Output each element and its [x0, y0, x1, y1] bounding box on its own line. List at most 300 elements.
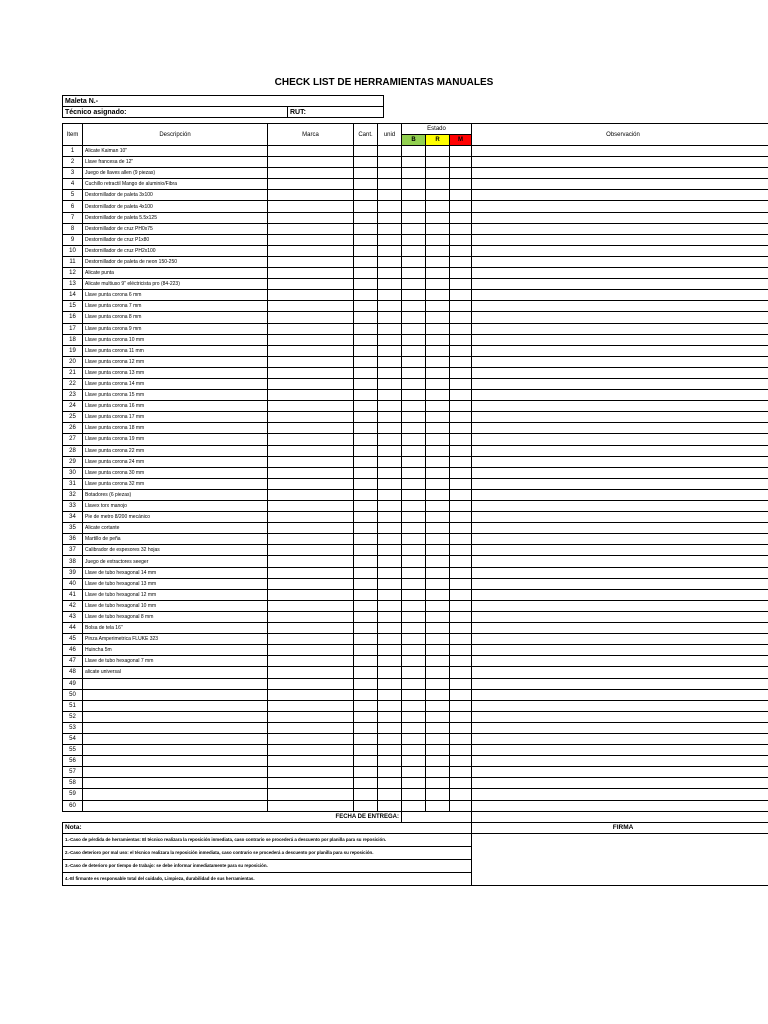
observacion-cell[interactable] — [472, 722, 768, 733]
estado-r-check[interactable] — [426, 667, 450, 678]
estado-b-check[interactable] — [402, 678, 426, 689]
estado-r-check[interactable] — [426, 678, 450, 689]
unid-cell[interactable] — [378, 456, 402, 467]
unid-cell[interactable] — [378, 611, 402, 622]
marca-cell[interactable] — [268, 501, 354, 512]
observacion-cell[interactable] — [472, 578, 768, 589]
unid-cell[interactable] — [378, 656, 402, 667]
observacion-cell[interactable] — [472, 733, 768, 744]
observacion-cell[interactable] — [472, 279, 768, 290]
observacion-cell[interactable] — [472, 800, 768, 811]
marca-cell[interactable] — [268, 367, 354, 378]
cant-cell[interactable] — [354, 501, 378, 512]
estado-r-check[interactable] — [426, 534, 450, 545]
estado-b-check[interactable] — [402, 378, 426, 389]
fecha-entrega-field[interactable] — [402, 811, 472, 822]
estado-r-check[interactable] — [426, 634, 450, 645]
estado-b-check[interactable] — [402, 456, 426, 467]
unid-cell[interactable] — [378, 512, 402, 523]
observacion-cell[interactable] — [472, 401, 768, 412]
unid-cell[interactable] — [378, 412, 402, 423]
estado-r-check[interactable] — [426, 234, 450, 245]
estado-m-check[interactable] — [450, 412, 472, 423]
estado-r-check[interactable] — [426, 478, 450, 489]
marca-cell[interactable] — [268, 645, 354, 656]
marca-cell[interactable] — [268, 323, 354, 334]
estado-r-check[interactable] — [426, 489, 450, 500]
estado-m-check[interactable] — [450, 634, 472, 645]
marca-cell[interactable] — [268, 312, 354, 323]
observacion-cell[interactable] — [472, 367, 768, 378]
observacion-cell[interactable] — [472, 756, 768, 767]
marca-cell[interactable] — [268, 146, 354, 157]
observacion-cell[interactable] — [472, 212, 768, 223]
cant-cell[interactable] — [354, 356, 378, 367]
marca-cell[interactable] — [268, 733, 354, 744]
marca-cell[interactable] — [268, 567, 354, 578]
estado-m-check[interactable] — [450, 146, 472, 157]
estado-m-check[interactable] — [450, 656, 472, 667]
estado-b-check[interactable] — [402, 412, 426, 423]
cant-cell[interactable] — [354, 722, 378, 733]
estado-r-check[interactable] — [426, 589, 450, 600]
marca-cell[interactable] — [268, 290, 354, 301]
observacion-cell[interactable] — [472, 445, 768, 456]
estado-r-check[interactable] — [426, 645, 450, 656]
unid-cell[interactable] — [378, 600, 402, 611]
estado-b-check[interactable] — [402, 290, 426, 301]
estado-m-check[interactable] — [450, 623, 472, 634]
estado-b-check[interactable] — [402, 745, 426, 756]
cant-cell[interactable] — [354, 345, 378, 356]
observacion-cell[interactable] — [472, 190, 768, 201]
cant-cell[interactable] — [354, 401, 378, 412]
observacion-cell[interactable] — [472, 245, 768, 256]
estado-m-check[interactable] — [450, 378, 472, 389]
unid-cell[interactable] — [378, 301, 402, 312]
marca-cell[interactable] — [268, 623, 354, 634]
marca-cell[interactable] — [268, 634, 354, 645]
observacion-cell[interactable] — [472, 223, 768, 234]
estado-r-check[interactable] — [426, 301, 450, 312]
cant-cell[interactable] — [354, 678, 378, 689]
observacion-cell[interactable] — [472, 412, 768, 423]
marca-cell[interactable] — [268, 678, 354, 689]
marca-cell[interactable] — [268, 789, 354, 800]
estado-r-check[interactable] — [426, 378, 450, 389]
estado-r-check[interactable] — [426, 412, 450, 423]
marca-cell[interactable] — [268, 168, 354, 179]
estado-r-check[interactable] — [426, 722, 450, 733]
estado-m-check[interactable] — [450, 423, 472, 434]
unid-cell[interactable] — [378, 401, 402, 412]
estado-b-check[interactable] — [402, 390, 426, 401]
estado-m-check[interactable] — [450, 789, 472, 800]
estado-r-check[interactable] — [426, 345, 450, 356]
marca-cell[interactable] — [268, 711, 354, 722]
marca-cell[interactable] — [268, 589, 354, 600]
estado-b-check[interactable] — [402, 489, 426, 500]
observacion-cell[interactable] — [472, 378, 768, 389]
unid-cell[interactable] — [378, 245, 402, 256]
unid-cell[interactable] — [378, 146, 402, 157]
estado-m-check[interactable] — [450, 667, 472, 678]
observacion-cell[interactable] — [472, 745, 768, 756]
unid-cell[interactable] — [378, 467, 402, 478]
estado-r-check[interactable] — [426, 733, 450, 744]
cant-cell[interactable] — [354, 378, 378, 389]
estado-m-check[interactable] — [450, 467, 472, 478]
estado-r-check[interactable] — [426, 279, 450, 290]
estado-b-check[interactable] — [402, 146, 426, 157]
unid-cell[interactable] — [378, 168, 402, 179]
estado-m-check[interactable] — [450, 756, 472, 767]
estado-r-check[interactable] — [426, 456, 450, 467]
estado-b-check[interactable] — [402, 545, 426, 556]
estado-m-check[interactable] — [450, 179, 472, 190]
estado-m-check[interactable] — [450, 168, 472, 179]
estado-r-check[interactable] — [426, 423, 450, 434]
observacion-cell[interactable] — [472, 234, 768, 245]
estado-r-check[interactable] — [426, 800, 450, 811]
cant-cell[interactable] — [354, 157, 378, 168]
cant-cell[interactable] — [354, 168, 378, 179]
estado-b-check[interactable] — [402, 700, 426, 711]
estado-m-check[interactable] — [450, 290, 472, 301]
estado-m-check[interactable] — [450, 190, 472, 201]
estado-m-check[interactable] — [450, 534, 472, 545]
estado-m-check[interactable] — [450, 733, 472, 744]
estado-r-check[interactable] — [426, 190, 450, 201]
estado-b-check[interactable] — [402, 567, 426, 578]
observacion-cell[interactable] — [472, 478, 768, 489]
unid-cell[interactable] — [378, 589, 402, 600]
observacion-cell[interactable] — [472, 645, 768, 656]
cant-cell[interactable] — [354, 146, 378, 157]
estado-b-check[interactable] — [402, 190, 426, 201]
marca-cell[interactable] — [268, 656, 354, 667]
cant-cell[interactable] — [354, 412, 378, 423]
estado-r-check[interactable] — [426, 223, 450, 234]
estado-m-check[interactable] — [450, 234, 472, 245]
estado-m-check[interactable] — [450, 256, 472, 267]
marca-cell[interactable] — [268, 390, 354, 401]
estado-r-check[interactable] — [426, 467, 450, 478]
estado-b-check[interactable] — [402, 478, 426, 489]
unid-cell[interactable] — [378, 789, 402, 800]
unid-cell[interactable] — [378, 234, 402, 245]
marca-cell[interactable] — [268, 334, 354, 345]
unid-cell[interactable] — [378, 256, 402, 267]
estado-m-check[interactable] — [450, 401, 472, 412]
unid-cell[interactable] — [378, 722, 402, 733]
cant-cell[interactable] — [354, 423, 378, 434]
estado-b-check[interactable] — [402, 423, 426, 434]
marca-cell[interactable] — [268, 268, 354, 279]
marca-cell[interactable] — [268, 456, 354, 467]
observacion-cell[interactable] — [472, 423, 768, 434]
cant-cell[interactable] — [354, 445, 378, 456]
estado-b-check[interactable] — [402, 434, 426, 445]
unid-cell[interactable] — [378, 434, 402, 445]
marca-cell[interactable] — [268, 412, 354, 423]
observacion-cell[interactable] — [472, 356, 768, 367]
observacion-cell[interactable] — [472, 256, 768, 267]
estado-b-check[interactable] — [402, 279, 426, 290]
estado-b-check[interactable] — [402, 312, 426, 323]
cant-cell[interactable] — [354, 512, 378, 523]
marca-cell[interactable] — [268, 512, 354, 523]
estado-m-check[interactable] — [450, 611, 472, 622]
unid-cell[interactable] — [378, 523, 402, 534]
observacion-cell[interactable] — [472, 512, 768, 523]
unid-cell[interactable] — [378, 367, 402, 378]
estado-b-check[interactable] — [402, 756, 426, 767]
estado-m-check[interactable] — [450, 201, 472, 212]
estado-b-check[interactable] — [402, 656, 426, 667]
estado-r-check[interactable] — [426, 312, 450, 323]
observacion-cell[interactable] — [472, 467, 768, 478]
cant-cell[interactable] — [354, 634, 378, 645]
estado-m-check[interactable] — [450, 157, 472, 168]
unid-cell[interactable] — [378, 733, 402, 744]
marca-cell[interactable] — [268, 689, 354, 700]
estado-b-check[interactable] — [402, 733, 426, 744]
marca-cell[interactable] — [268, 434, 354, 445]
cant-cell[interactable] — [354, 268, 378, 279]
marca-cell[interactable] — [268, 356, 354, 367]
observacion-cell[interactable] — [472, 611, 768, 622]
estado-m-check[interactable] — [450, 689, 472, 700]
marca-cell[interactable] — [268, 523, 354, 534]
observacion-cell[interactable] — [472, 556, 768, 567]
marca-cell[interactable] — [268, 223, 354, 234]
observacion-cell[interactable] — [472, 268, 768, 279]
estado-r-check[interactable] — [426, 201, 450, 212]
estado-r-check[interactable] — [426, 556, 450, 567]
estado-m-check[interactable] — [450, 356, 472, 367]
cant-cell[interactable] — [354, 789, 378, 800]
observacion-cell[interactable] — [472, 700, 768, 711]
estado-b-check[interactable] — [402, 645, 426, 656]
cant-cell[interactable] — [354, 301, 378, 312]
estado-r-check[interactable] — [426, 445, 450, 456]
estado-b-check[interactable] — [402, 201, 426, 212]
marca-cell[interactable] — [268, 423, 354, 434]
estado-r-check[interactable] — [426, 390, 450, 401]
observacion-cell[interactable] — [472, 623, 768, 634]
estado-r-check[interactable] — [426, 578, 450, 589]
observacion-cell[interactable] — [472, 767, 768, 778]
estado-m-check[interactable] — [450, 301, 472, 312]
estado-b-check[interactable] — [402, 367, 426, 378]
cant-cell[interactable] — [354, 245, 378, 256]
observacion-cell[interactable] — [472, 656, 768, 667]
cant-cell[interactable] — [354, 489, 378, 500]
unid-cell[interactable] — [378, 556, 402, 567]
cant-cell[interactable] — [354, 778, 378, 789]
marca-cell[interactable] — [268, 700, 354, 711]
unid-cell[interactable] — [378, 645, 402, 656]
cant-cell[interactable] — [354, 689, 378, 700]
observacion-cell[interactable] — [472, 545, 768, 556]
estado-r-check[interactable] — [426, 268, 450, 279]
estado-m-check[interactable] — [450, 523, 472, 534]
cant-cell[interactable] — [354, 611, 378, 622]
estado-m-check[interactable] — [450, 512, 472, 523]
estado-m-check[interactable] — [450, 456, 472, 467]
marca-cell[interactable] — [268, 800, 354, 811]
cant-cell[interactable] — [354, 467, 378, 478]
marca-cell[interactable] — [268, 378, 354, 389]
unid-cell[interactable] — [378, 567, 402, 578]
unid-cell[interactable] — [378, 223, 402, 234]
cant-cell[interactable] — [354, 434, 378, 445]
observacion-cell[interactable] — [472, 290, 768, 301]
cant-cell[interactable] — [354, 756, 378, 767]
marca-cell[interactable] — [268, 179, 354, 190]
estado-m-check[interactable] — [450, 212, 472, 223]
unid-cell[interactable] — [378, 268, 402, 279]
cant-cell[interactable] — [354, 645, 378, 656]
estado-b-check[interactable] — [402, 334, 426, 345]
estado-r-check[interactable] — [426, 157, 450, 168]
estado-b-check[interactable] — [402, 767, 426, 778]
estado-m-check[interactable] — [450, 268, 472, 279]
estado-r-check[interactable] — [426, 434, 450, 445]
estado-m-check[interactable] — [450, 312, 472, 323]
estado-m-check[interactable] — [450, 767, 472, 778]
unid-cell[interactable] — [378, 290, 402, 301]
cant-cell[interactable] — [354, 223, 378, 234]
estado-b-check[interactable] — [402, 345, 426, 356]
estado-r-check[interactable] — [426, 401, 450, 412]
estado-m-check[interactable] — [450, 367, 472, 378]
cant-cell[interactable] — [354, 201, 378, 212]
estado-b-check[interactable] — [402, 401, 426, 412]
estado-r-check[interactable] — [426, 711, 450, 722]
observacion-cell[interactable] — [472, 312, 768, 323]
estado-r-check[interactable] — [426, 146, 450, 157]
estado-m-check[interactable] — [450, 645, 472, 656]
marca-cell[interactable] — [268, 578, 354, 589]
estado-r-check[interactable] — [426, 356, 450, 367]
unid-cell[interactable] — [378, 334, 402, 345]
observacion-cell[interactable] — [472, 301, 768, 312]
cant-cell[interactable] — [354, 367, 378, 378]
marca-cell[interactable] — [268, 201, 354, 212]
observacion-cell[interactable] — [472, 589, 768, 600]
marca-cell[interactable] — [268, 301, 354, 312]
marca-cell[interactable] — [268, 778, 354, 789]
estado-b-check[interactable] — [402, 234, 426, 245]
observacion-cell[interactable] — [472, 201, 768, 212]
cant-cell[interactable] — [354, 667, 378, 678]
cant-cell[interactable] — [354, 523, 378, 534]
unid-cell[interactable] — [378, 711, 402, 722]
cant-cell[interactable] — [354, 623, 378, 634]
unid-cell[interactable] — [378, 345, 402, 356]
estado-m-check[interactable] — [450, 578, 472, 589]
unid-cell[interactable] — [378, 545, 402, 556]
unid-cell[interactable] — [378, 356, 402, 367]
estado-b-check[interactable] — [402, 689, 426, 700]
cant-cell[interactable] — [354, 567, 378, 578]
observacion-cell[interactable] — [472, 390, 768, 401]
estado-r-check[interactable] — [426, 512, 450, 523]
observacion-cell[interactable] — [472, 711, 768, 722]
unid-cell[interactable] — [378, 778, 402, 789]
observacion-cell[interactable] — [472, 456, 768, 467]
cant-cell[interactable] — [354, 767, 378, 778]
firma-signature-area[interactable] — [472, 833, 768, 885]
estado-r-check[interactable] — [426, 545, 450, 556]
estado-m-check[interactable] — [450, 478, 472, 489]
cant-cell[interactable] — [354, 745, 378, 756]
estado-b-check[interactable] — [402, 512, 426, 523]
cant-cell[interactable] — [354, 700, 378, 711]
observacion-cell[interactable] — [472, 667, 768, 678]
unid-cell[interactable] — [378, 323, 402, 334]
observacion-cell[interactable] — [472, 168, 768, 179]
cant-cell[interactable] — [354, 656, 378, 667]
estado-r-check[interactable] — [426, 778, 450, 789]
observacion-cell[interactable] — [472, 567, 768, 578]
observacion-cell[interactable] — [472, 678, 768, 689]
unid-cell[interactable] — [378, 378, 402, 389]
unid-cell[interactable] — [378, 634, 402, 645]
estado-r-check[interactable] — [426, 256, 450, 267]
estado-b-check[interactable] — [402, 623, 426, 634]
marca-cell[interactable] — [268, 556, 354, 567]
marca-cell[interactable] — [268, 345, 354, 356]
marca-cell[interactable] — [268, 611, 354, 622]
estado-b-check[interactable] — [402, 179, 426, 190]
unid-cell[interactable] — [378, 478, 402, 489]
estado-m-check[interactable] — [450, 678, 472, 689]
estado-m-check[interactable] — [450, 279, 472, 290]
cant-cell[interactable] — [354, 234, 378, 245]
marca-cell[interactable] — [268, 545, 354, 556]
estado-m-check[interactable] — [450, 711, 472, 722]
marca-cell[interactable] — [268, 245, 354, 256]
observacion-cell[interactable] — [472, 600, 768, 611]
estado-r-check[interactable] — [426, 789, 450, 800]
estado-m-check[interactable] — [450, 501, 472, 512]
unid-cell[interactable] — [378, 756, 402, 767]
estado-r-check[interactable] — [426, 168, 450, 179]
estado-m-check[interactable] — [450, 323, 472, 334]
marca-cell[interactable] — [268, 756, 354, 767]
cant-cell[interactable] — [354, 179, 378, 190]
cant-cell[interactable] — [354, 578, 378, 589]
estado-m-check[interactable] — [450, 600, 472, 611]
unid-cell[interactable] — [378, 745, 402, 756]
estado-b-check[interactable] — [402, 467, 426, 478]
cant-cell[interactable] — [354, 600, 378, 611]
estado-m-check[interactable] — [450, 390, 472, 401]
estado-b-check[interactable] — [402, 611, 426, 622]
marca-cell[interactable] — [268, 190, 354, 201]
estado-b-check[interactable] — [402, 323, 426, 334]
estado-m-check[interactable] — [450, 223, 472, 234]
observacion-cell[interactable] — [472, 179, 768, 190]
cant-cell[interactable] — [354, 390, 378, 401]
estado-b-check[interactable] — [402, 445, 426, 456]
estado-r-check[interactable] — [426, 767, 450, 778]
marca-cell[interactable] — [268, 234, 354, 245]
estado-r-check[interactable] — [426, 334, 450, 345]
